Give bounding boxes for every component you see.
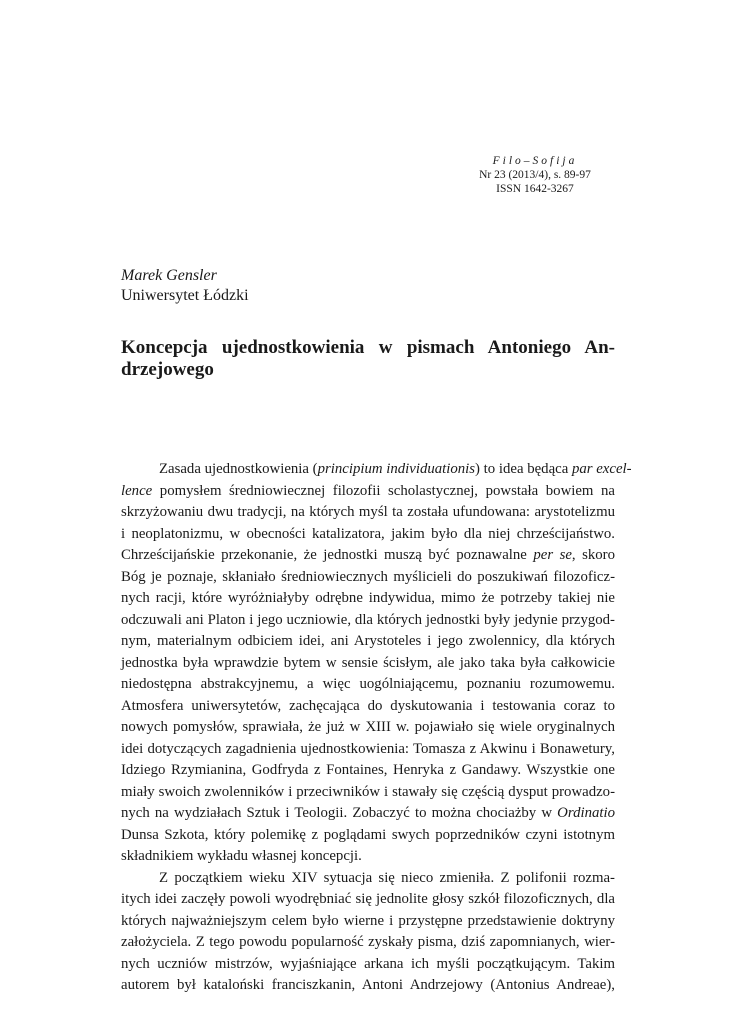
journal-name: Filo–Sofija (492, 155, 578, 167)
text-line: odczuwali ani Platon i jego uczniowie, dla których jednostki były jedynie przygod- (121, 611, 615, 628)
text-line: nych uczniów mistrzów, wyjaśniające arkana ich myśli początkującym. Takim (121, 955, 615, 972)
text-line: lence pomysłem średniowiecznej filozofii scholastycznej, powstała bowiem na (121, 482, 615, 499)
paragraph-2 (121, 868, 615, 997)
text-line: itych idei zaczęły powoli wyodrębniać się jednolite głosy szkół filozoficznych, dla (121, 891, 615, 907)
text-line: nych racji, które wyróżniałyby odrębne indywidua, mimo że potrzeby takiej nie (121, 590, 615, 606)
text-line: autorem był kataloński franciszkanin, Antoni Andrzejowy (Antonius Andreae), (121, 977, 615, 993)
text-line: założyciela. Z tego powodu popularność zyskały pisma, dziś zapomnianych, wier- (121, 934, 615, 950)
text-line: których najważniejszym celem było wierne i przystępne przedstawienie doktryny (121, 912, 615, 929)
text-line: Idziego Rzymianina, Godfryda z Fontaines, Henryka z Gandawy. Wszystkie one (121, 762, 615, 778)
text-line: składnikiem wykładu własnej koncepcji. (121, 848, 362, 864)
text-line: skrzyżowaniu dwu tradycji, na których myśl ta została ufundowana: arystotelizmu (121, 504, 615, 520)
journal-issue: Nr 23 (2013/4), s. 89-97 (479, 169, 591, 181)
text-line: miały swoich zwolenników i przeciwników i stawały się częścią dysput prowadzo- (121, 783, 615, 800)
author-affiliation: Uniwersytet Łódzki (121, 287, 249, 304)
text-line: Bóg je poznaje, skłaniało średniowiecznych myślicieli do poszukiwań filozoficz- (121, 568, 615, 585)
journal-issn: ISSN 1642-3267 (496, 183, 574, 195)
text-line: niedostępna abstrakcyjnemu, a więc uogólniającemu, poznaniu rozumowemu. (121, 676, 615, 692)
author-block (121, 266, 249, 306)
text-line: idei dotyczących zagadnienia ujednostkowienia: Tomasza z Akwinu i Bonawetury, (121, 740, 615, 757)
title-line: Koncepcja ujednostkowienia w pismach Antoniego An- (121, 337, 615, 358)
text-line: Z początkiem wieku XIV sytuacja się nieco zmieniła. Z polifonii rozma- (159, 869, 615, 886)
journal-header (460, 154, 610, 196)
article-body (121, 459, 632, 997)
text-line: Zasada ujednostkowienia (principium individuationis) to idea będąca par excel- (159, 461, 632, 477)
text-line: jednostka była wprawdzie bytem w sensie ścisłym, ale jako taka była całkowicie (121, 654, 615, 671)
text-line: Chrześcijańskie przekonanie, że jednostki muszą być poznawalne per se, skoro (121, 547, 615, 563)
title-line: drzejowego (121, 358, 214, 380)
author-name: Marek Gensler (121, 267, 217, 284)
text-line: Dunsa Szkota, który polemikę z poglądami swych poprzedników czyni istotnym (121, 826, 615, 843)
text-line: Atmosfera uniwersytetów, zachęcająca do dyskutowania i testowania coraz to (121, 697, 615, 714)
text-line: i neoplatonizmu, w obecności katalizatora, jakim było dla niej chrześcijaństwo. (121, 525, 615, 542)
paragraph-1 (121, 459, 632, 868)
text-line: nych na wydziałach Sztuk i Teologii. Zobaczyć to można chociażby w Ordinatio (121, 805, 615, 821)
text-line: nowych pomysłów, sprawiała, że już w XIII w. pojawiało się wiele oryginalnych (121, 719, 615, 735)
article-title (121, 335, 615, 378)
text-line: nym, materialnym odbiciem idei, ani Arystoteles i jego zwolennicy, dla których (121, 633, 615, 649)
